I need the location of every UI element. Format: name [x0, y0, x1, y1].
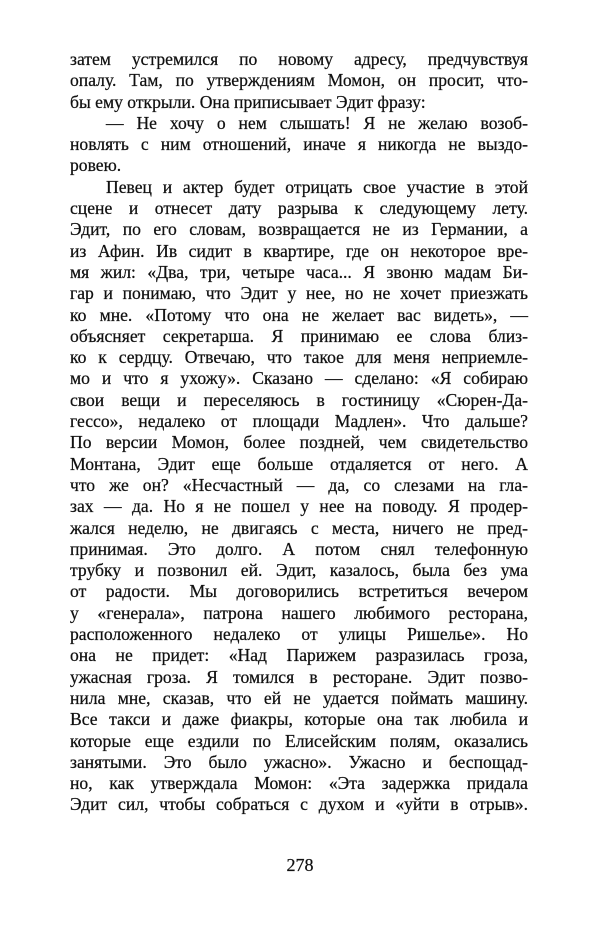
- text-line: что же он? «Несчастный — да, со слезами на гла-: [70, 474, 528, 495]
- text-line: Эдит сил, чтобы собраться с духом и «уйти в отрыв».: [70, 794, 528, 815]
- text-line: По версии Момон, более поздней, чем свидетельство: [70, 432, 528, 453]
- text-line: принимая. Это долго. А потом снял телефонную: [70, 538, 528, 559]
- text-line: нила мне, сказав, что ей не удается поймать машину.: [70, 687, 528, 708]
- text-line: у «генерала», патрона нашего любимого ресторана,: [70, 602, 528, 623]
- text-line: Монтана, Эдит еще больше отдаляется от него. А: [70, 453, 528, 474]
- text-line: бы ему открыли. Она приписывает Эдит фразу:: [70, 91, 426, 112]
- text-line: она не придет: «Над Парижем разразилась гроза,: [70, 645, 528, 666]
- text-line: которые еще ездили по Елисейским полям, оказались: [70, 730, 528, 751]
- text-line: ровею.: [70, 155, 122, 176]
- text-line: мо и что я ухожу». Сказано — сделано: «Я собираю: [70, 368, 528, 389]
- text-line: опалу. Там, по утверждениям Момон, он просит, что-: [70, 70, 528, 91]
- text-line: — Не хочу о нем слышать! Я не желаю возоб-: [106, 112, 528, 133]
- text-line: ко к сердцу. Отвечаю, что такое для меня неприемле-: [70, 347, 528, 368]
- text-line: занятыми. Это было ужасно». Ужасно и беспощад-: [70, 751, 528, 772]
- text-line: Эдит, по его словам, возвращается не из Германии, а: [70, 219, 528, 240]
- text-line: но, как утверждала Момон: «Эта задержка придала: [70, 773, 528, 794]
- text-line: свои вещи и переселяюсь в гостиницу «Сюрен-Да-: [70, 389, 528, 410]
- text-line: Певец и актер будет отрицать свое участие в этой: [106, 176, 528, 197]
- text-line: жался неделю, не двигаясь с места, ничего не пред-: [70, 517, 528, 538]
- text-line: сцене и отнесет дату разрыва к следующему лету.: [70, 198, 528, 219]
- text-line: расположенного недалеко от улицы Ришелье». Но: [70, 624, 528, 645]
- text-line: ужасная гроза. Я томился в ресторане. Эдит позво-: [70, 666, 528, 687]
- text-line: трубку и позвонил ей. Эдит, казалось, была без ума: [70, 560, 528, 581]
- text-line: ко мне. «Потому что она не желает вас видеть», —: [70, 304, 528, 325]
- text-line: от радости. Мы договорились встретиться вечером: [70, 581, 528, 602]
- text-line: затем устремился по новому адресу, предчувствуя: [70, 49, 528, 69]
- page-number: 278: [286, 855, 314, 875]
- text-line: мя жил: «Два, три, четыре часа... Я звоню мадам Би-: [70, 261, 528, 282]
- text-line: гессо», недалеко от площади Мадлен». Что дальше?: [70, 411, 528, 432]
- body-text: [70, 49, 528, 816]
- text-line: Все такси и даже фиакры, которые она так любила и: [70, 709, 528, 730]
- text-line: зах — да. Но я не пошел у нее на поводу. Я продер-: [70, 496, 528, 517]
- text-line: новлять с ним отношений, иначе я никогда не выздо-: [70, 134, 528, 155]
- text-line: из Афин. Ив сидит в квартире, где он некоторое вре-: [70, 240, 528, 261]
- text-line: объясняет секретарша. Я принимаю ее слова близ-: [70, 325, 528, 346]
- text-line: гар и понимаю, что Эдит у нее, но не хочет приезжать: [70, 283, 528, 304]
